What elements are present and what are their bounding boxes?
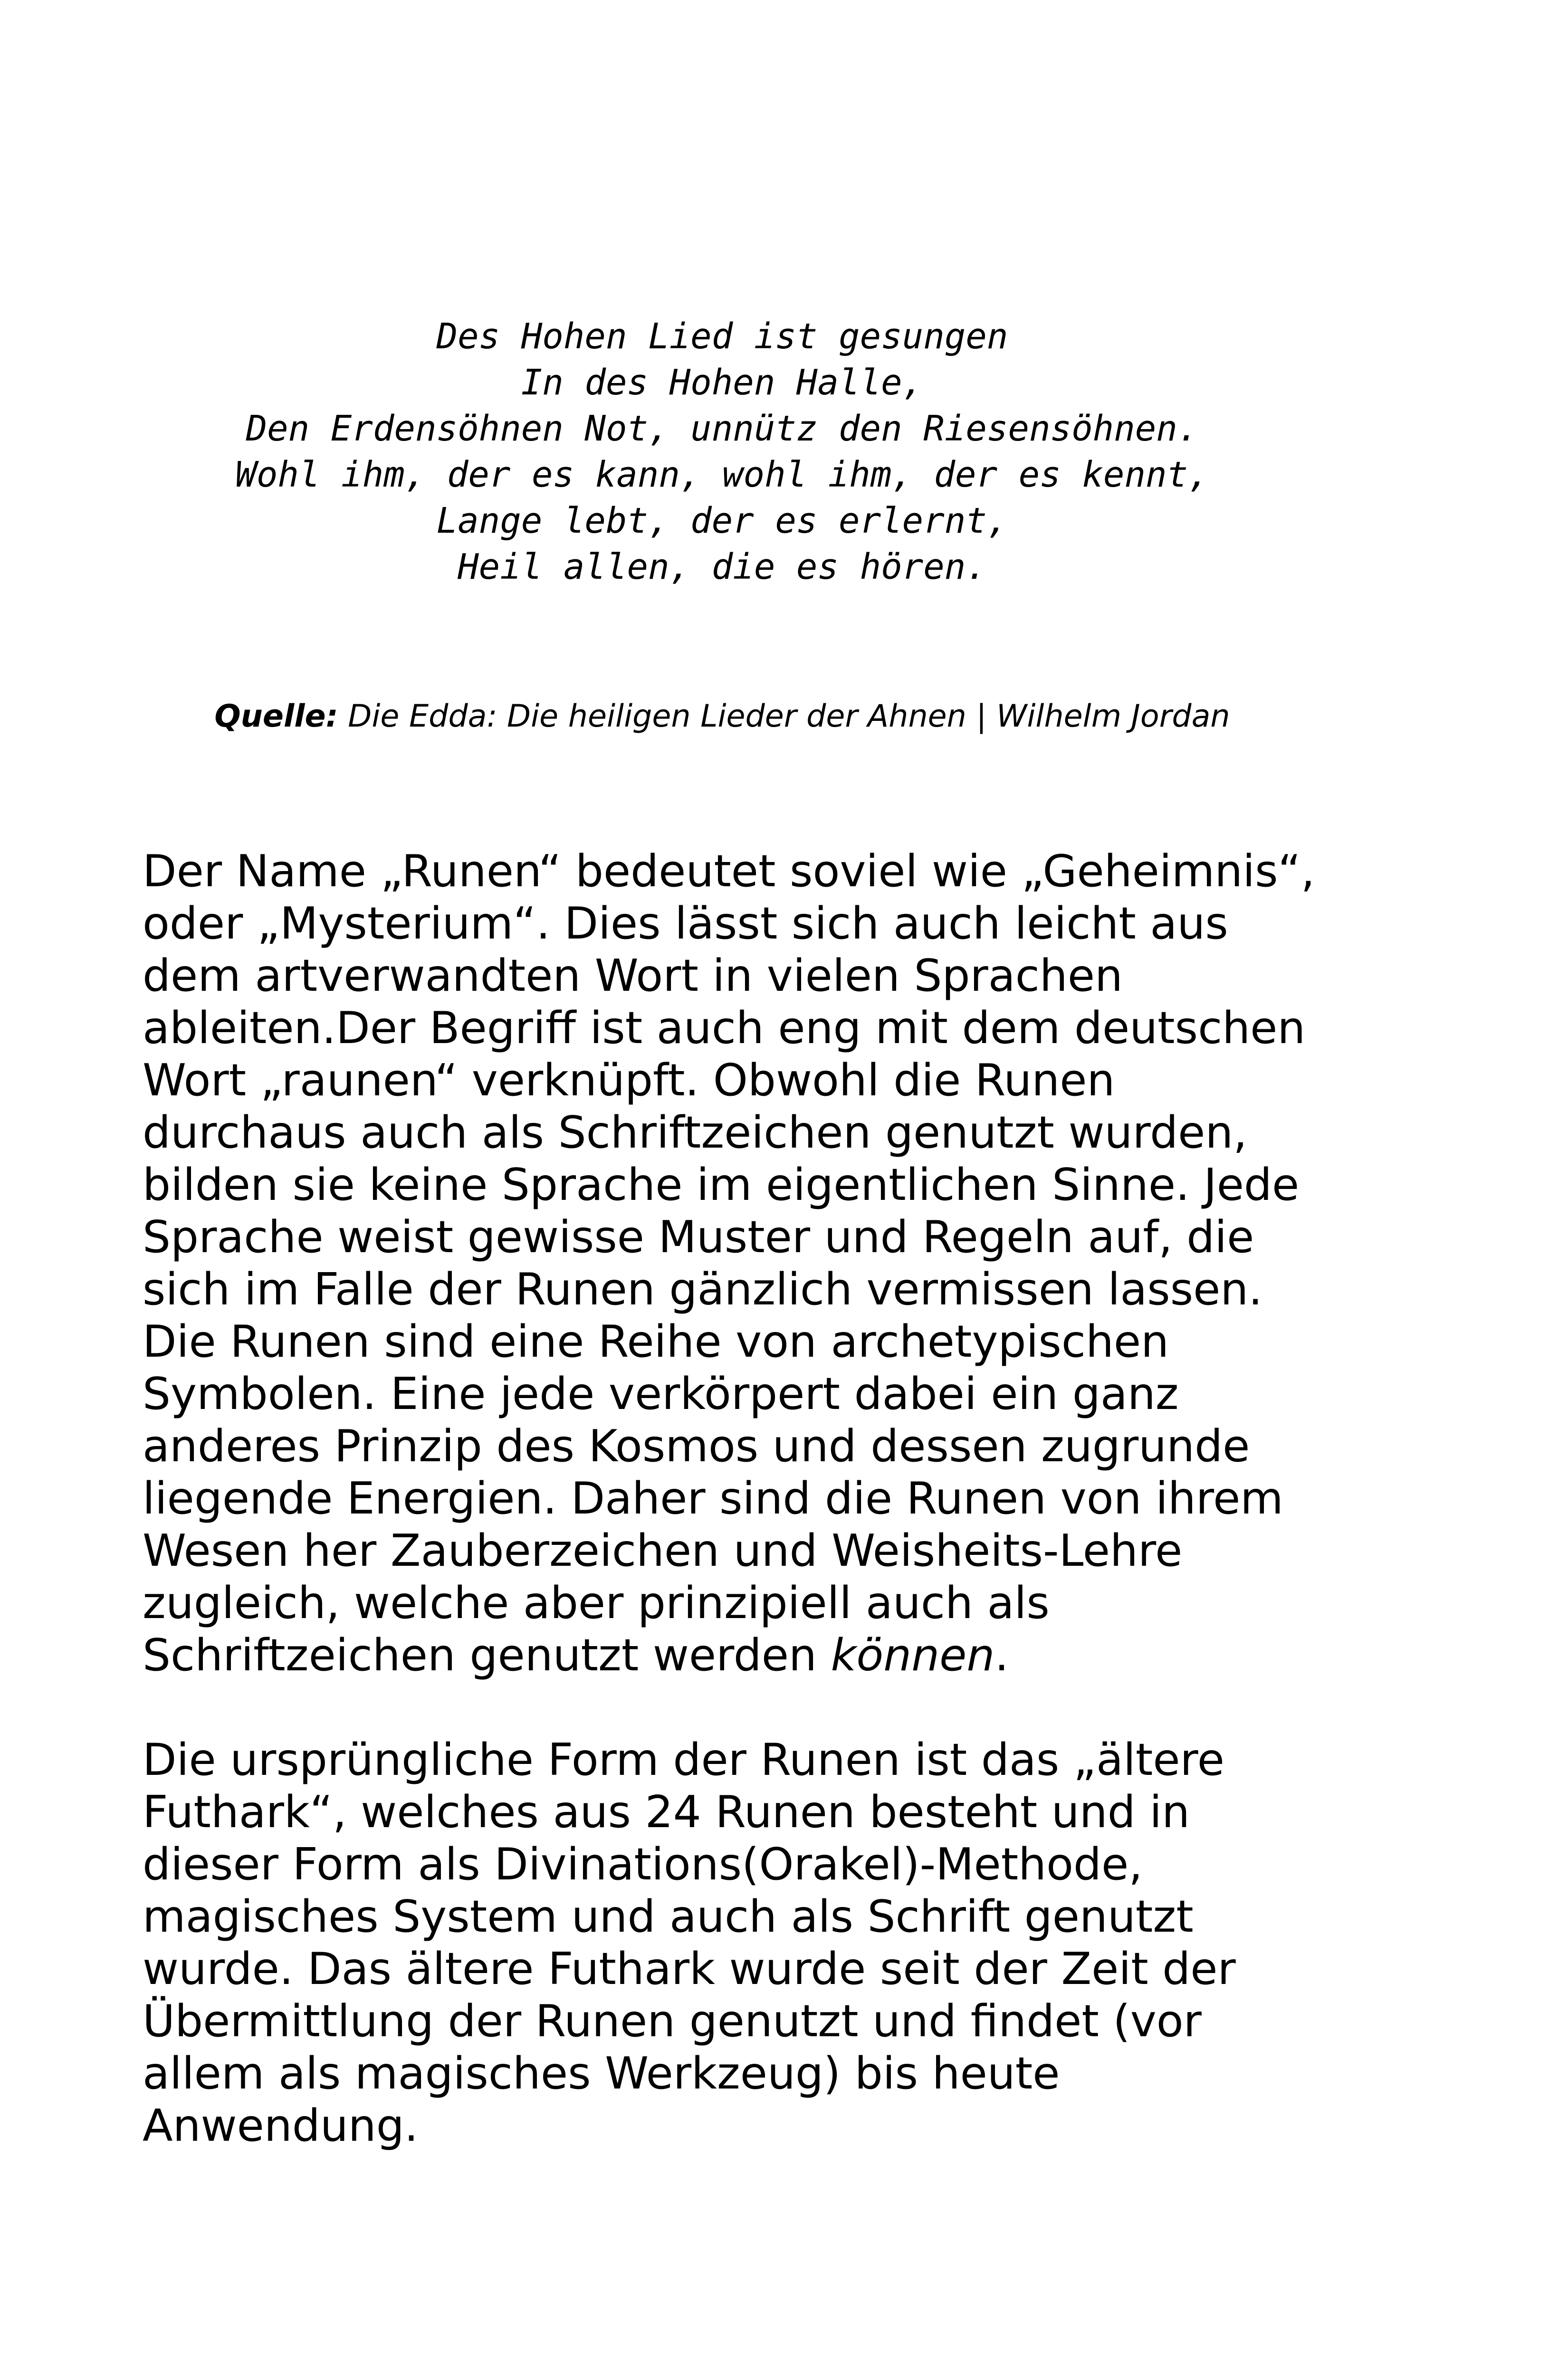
paragraph-line: Anwendung.	[143, 2100, 419, 2151]
paragraph-line: bilden sie keine Sprache im eigentlichen Sinne. Jede	[143, 1159, 1300, 1210]
paragraph-line: Futhark“, welches aus 24 Runen besteht und in	[143, 1786, 1190, 1838]
paragraph-line: Die ursprüngliche Form der Runen ist das „ältere	[143, 1734, 1224, 1785]
paragraph-line: Wesen her Zauberzeichen und Weisheits-Lehre	[143, 1525, 1183, 1576]
poem-line: Heil allen, die es hören.	[458, 546, 987, 587]
emphasized-word: können	[831, 1629, 995, 1681]
paragraph-futhark	[143, 1734, 1330, 2152]
last-line-end: .	[994, 1629, 1009, 1681]
paragraph-line: oder „Mysterium“. Dies lässt sich auch leicht aus	[143, 898, 1228, 949]
paragraph-line: Wort „raunen“ verknüpft. Obwohl die Runen	[143, 1054, 1115, 1106]
paragraph-line: magisches System und auch als Schrift genutzt	[143, 1891, 1194, 1942]
poem-line: Den Erdensöhnen Not, unnütz den Riesensöhnen.	[246, 408, 1199, 449]
source-label: Quelle:	[214, 699, 338, 734]
paragraph-line: zugleich, welche aber prinzipiell auch als	[143, 1577, 1050, 1629]
poem-line: Lange lebt, der es erlernt,	[436, 500, 1008, 541]
paragraph-line: ableiten.Der Begriff ist auch eng mit dem deutschen	[143, 1002, 1306, 1054]
paragraph-line: allem als magisches Werkzeug) bis heute	[143, 2048, 1060, 2099]
paragraph-last-line	[143, 1629, 1330, 1681]
source-text: Die Edda: Die heiligen Lieder der Ahnen | Wilhelm Jordan	[338, 699, 1230, 734]
source-citation	[143, 698, 1302, 736]
paragraph-line: Sprache weist gewisse Muster und Regeln auf, die	[143, 1211, 1254, 1263]
paragraph-line: durchaus auch als Schriftzeichen genutzt wurden,	[143, 1107, 1247, 1158]
paragraph-line: anderes Prinzip des Kosmos und dessen zugrunde	[143, 1420, 1250, 1472]
poem-epigraph	[143, 314, 1302, 590]
last-line-start: Schriftzeichen genutzt werden	[143, 1629, 831, 1681]
poem-line: In des Hohen Halle,	[521, 362, 924, 403]
paragraph-line: dem artverwandten Wort in vielen Sprachen	[143, 950, 1123, 1001]
paragraph-line: Der Name „Runen“ bedeutet soviel wie „Geheimnis“,	[143, 845, 1315, 897]
paragraph-line: Symbolen. Eine jede verkörpert dabei ein ganz	[143, 1368, 1179, 1419]
paragraph-runen-name	[143, 845, 1330, 1681]
paragraph-line: wurde. Das ältere Futhark wurde seit der Zeit der	[143, 1943, 1236, 1994]
poem-line: Des Hohen Lied ist gesungen	[436, 316, 1008, 357]
poem-line: Wohl ihm, der es kann, wohl ihm, der es kennt,	[235, 454, 1209, 495]
paragraph-line: dieser Form als Divinations(Orakel)-Methode,	[143, 1839, 1143, 1890]
paragraph-line: liegende Energien. Daher sind die Runen von ihrem	[143, 1473, 1283, 1524]
paragraph-line: sich im Falle der Runen gänzlich vermissen lassen.	[143, 1264, 1262, 1315]
paragraph-line: Die Runen sind eine Reihe von archetypischen	[143, 1316, 1169, 1367]
paragraph-line: Übermittlung der Runen genutzt und findet (vor	[143, 1995, 1202, 2047]
